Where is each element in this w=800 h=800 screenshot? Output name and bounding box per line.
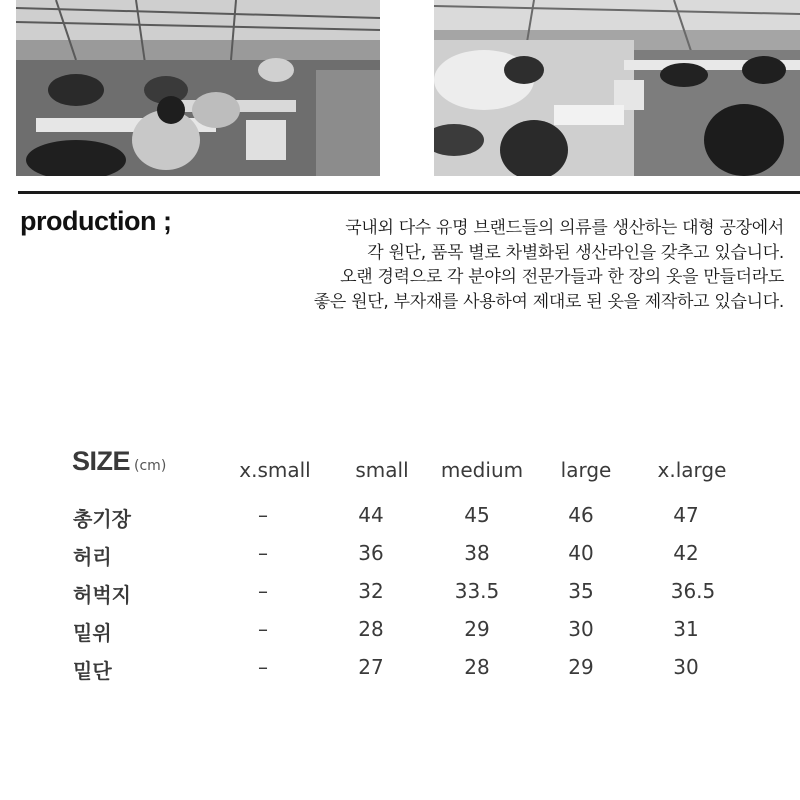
table-cell: 47: [673, 503, 699, 527]
table-cell: 29: [568, 655, 594, 679]
table-cell: 29: [464, 617, 490, 641]
column-header-large: large: [560, 458, 612, 482]
table-cell: –: [258, 617, 268, 641]
table-cell: 27: [358, 655, 384, 679]
factory-photo-left: [16, 0, 380, 176]
production-line: 좋은 원단, 부자재를 사용하여 제대로 된 옷을 제작하고 있습니다.: [313, 291, 784, 312]
table-cell: –: [258, 503, 268, 527]
table-cell: –: [258, 541, 268, 565]
table-cell: 42: [673, 541, 699, 565]
row-label-total-length: 총기장: [73, 507, 131, 531]
table-cell: 44: [358, 503, 384, 527]
column-header-small: small: [355, 458, 409, 482]
table-cell: 36: [358, 541, 384, 565]
size-unit: (cm): [134, 458, 167, 474]
section-divider: [18, 191, 800, 194]
production-description: [264, 216, 784, 314]
row-label-waist: 허리: [73, 545, 112, 569]
table-cell: 31: [673, 617, 699, 641]
production-line: 국내외 다수 유명 브랜드들의 의류를 생산하는 대형 공장에서: [345, 218, 784, 238]
table-cell: 35: [568, 579, 594, 603]
table-cell: 33.5: [454, 579, 500, 603]
factory-photo-right: [434, 0, 800, 176]
table-cell: 30: [568, 617, 594, 641]
table-cell: 46: [568, 503, 594, 527]
table-cell: 38: [464, 541, 490, 565]
column-header-medium: medium: [440, 458, 524, 482]
table-cell: –: [258, 655, 268, 679]
size-table-title: [72, 446, 166, 477]
table-cell: 32: [358, 579, 384, 603]
factory-floor-image: [16, 0, 380, 176]
table-cell: –: [258, 579, 268, 603]
table-cell: 36.5: [670, 579, 716, 603]
table-cell: 28: [358, 617, 384, 641]
table-cell: 40: [568, 541, 594, 565]
row-label-rise: 밑위: [73, 621, 112, 645]
sewing-line-image: [434, 0, 800, 176]
table-cell: 45: [464, 503, 490, 527]
production-heading: production ;: [20, 206, 172, 236]
size-title-text: SIZE: [72, 446, 131, 476]
production-line: 오랜 경력으로 각 분야의 전문가들과 한 장의 옷을 만들더라도: [340, 267, 784, 287]
table-cell: 30: [673, 655, 699, 679]
production-line: 각 원단, 품목 별로 차별화된 생산라인을 갖추고 있습니다.: [367, 242, 784, 263]
row-label-hem: 밑단: [73, 659, 112, 683]
table-cell: 28: [464, 655, 490, 679]
row-label-thigh: 허벅지: [73, 583, 131, 607]
column-header-xlarge: x.large: [657, 458, 727, 482]
column-header-xsmall: x.small: [239, 458, 311, 482]
